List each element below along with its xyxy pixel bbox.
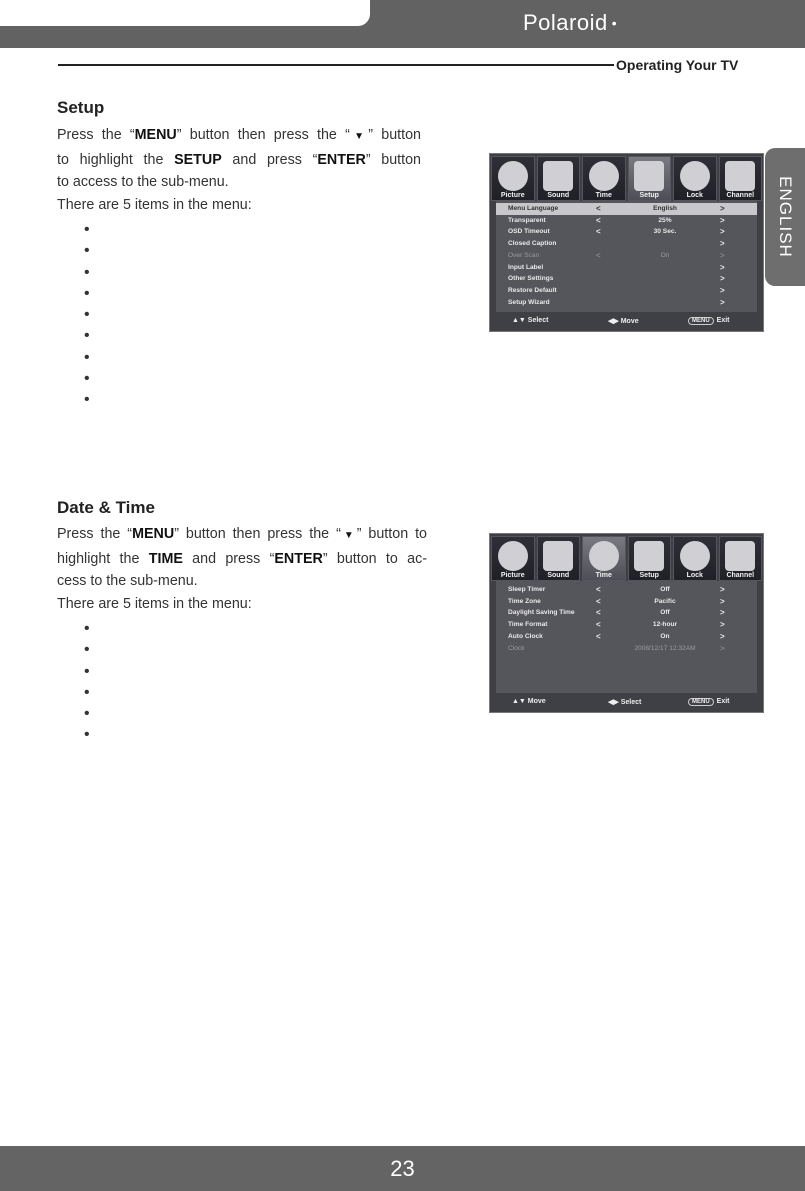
menu-row-label: Setup Wizard (508, 298, 550, 306)
bullet-item: • (84, 620, 90, 637)
right-arrow-icon: > (720, 631, 725, 641)
right-arrow-icon: > (720, 215, 725, 225)
bullet-item: • (84, 662, 90, 680)
left-arrow-icon: < (596, 620, 601, 630)
bullet-item: • (84, 705, 90, 723)
footer-hint-exit: MENU Exit (688, 317, 730, 325)
menu-row-label: Menu Language (508, 205, 559, 212)
bullet-item: • (84, 348, 90, 366)
menu-row-value: 12-hour (652, 621, 678, 629)
menu-tab-setup (628, 536, 672, 581)
footer-hint-1: ▲▼ Move (512, 698, 546, 705)
language-tab: ENGLISH (765, 148, 805, 286)
right-arrow-icon: > (720, 262, 725, 272)
footer-hint-2: ◀▶ Select (608, 699, 642, 706)
left-arrow-icon: < (596, 631, 601, 641)
section-title: Operating Your TV (616, 57, 739, 73)
menu-row-label: Clock (508, 644, 525, 652)
bullet-item: • (84, 263, 90, 281)
datetime-line-4: There are 5 items in the menu: (57, 595, 252, 612)
sound-icon (543, 541, 573, 571)
time-icon (589, 541, 619, 571)
setup-paragraph (57, 124, 421, 216)
menu-tab-time (582, 156, 626, 201)
header-tab (0, 0, 370, 26)
menu-row-value: 25% (658, 216, 672, 224)
menu-row (496, 203, 757, 215)
setup-line-4: There are 5 items in the menu: (57, 196, 252, 213)
menu-tab-bar (490, 534, 763, 581)
menu-row-label: Time Format (508, 621, 548, 629)
menu-tab-label: Sound (547, 572, 570, 579)
menu-row (496, 596, 757, 608)
bullet-item: • (84, 391, 90, 409)
right-arrow-icon: > (720, 274, 725, 284)
menu-tab-time (582, 536, 626, 581)
datetime-heading: Date & Time (57, 498, 155, 517)
menu-tab-label: Setup (639, 572, 659, 579)
right-arrow-icon: > (720, 643, 725, 653)
menu-row (496, 643, 757, 655)
menu-row-value: Pacific (654, 597, 676, 605)
datetime-line-2: highlight the TIME and press “ENTER” button to ac- (57, 550, 428, 567)
right-arrow-icon: > (720, 285, 725, 295)
setup-heading: Setup (57, 98, 105, 117)
menu-row-label: Over Scan (508, 251, 540, 259)
setup-bullet-list (84, 219, 90, 411)
menu-row (496, 238, 757, 250)
datetime-paragraph (57, 523, 427, 615)
bullet-item: • (84, 726, 90, 744)
setup-line-3: to access to the sub-menu. (57, 174, 229, 190)
menu-tab-label: Sound (547, 192, 570, 199)
bullet-item: • (84, 370, 90, 388)
menu-tab-picture (491, 156, 535, 201)
left-arrow-icon: < (596, 596, 601, 606)
menu-row (496, 226, 757, 238)
right-arrow-icon: > (720, 585, 725, 594)
lock-icon (680, 161, 710, 191)
menu-row-label: Time Zone (508, 597, 541, 605)
header-rule (58, 64, 614, 66)
menu-row-value: Off (660, 586, 670, 593)
left-arrow-icon: < (596, 227, 601, 237)
footer-bar (0, 1146, 805, 1191)
bullet-item: • (84, 221, 90, 238)
setup-menu-screenshot (489, 153, 764, 332)
menu-tab-sound (537, 536, 581, 581)
channel-icon (725, 161, 755, 191)
menu-tab-label: Setup (639, 192, 659, 199)
menu-footer (490, 312, 763, 331)
footer-hint-2: ◀▶ Move (608, 318, 639, 325)
menu-row-label: Auto Clock (508, 632, 543, 640)
header-bar (0, 0, 805, 48)
menu-tab-label: Lock (686, 192, 703, 199)
page-number: 23 (390, 1156, 415, 1181)
menu-row-value: Off (660, 609, 670, 617)
menu-row-label: Other Settings (508, 275, 554, 283)
left-arrow-icon: < (596, 585, 601, 594)
time-menu-screenshot (489, 533, 764, 713)
left-arrow-icon: < (596, 204, 601, 213)
right-arrow-icon: > (720, 250, 725, 260)
menu-tab-picture (491, 536, 535, 581)
menu-row-value: 30 Sec. (653, 228, 677, 236)
menu-tab-label: Channel (726, 572, 755, 579)
datetime-line-1: Press the “MENU” button then press the “▼” button to (57, 526, 428, 542)
menu-row (496, 619, 757, 631)
bullet-item: • (84, 242, 90, 260)
menu-tab-channel (719, 156, 763, 201)
menu-tab-label: Time (595, 192, 612, 199)
right-arrow-icon: > (720, 596, 725, 606)
menu-tab-lock (673, 536, 717, 581)
menu-tab-lock (673, 156, 717, 201)
setup-icon (634, 161, 664, 191)
datetime-bullet-list (84, 618, 90, 746)
footer-hint-1: ▲▼ Select (512, 317, 549, 324)
setup-line-2: to highlight the SETUP and press “ENTER” button (57, 151, 421, 168)
menu-tab-label: Channel (726, 192, 755, 199)
menu-row (496, 297, 757, 309)
bullet-item: • (84, 683, 90, 701)
right-arrow-icon: > (720, 620, 725, 630)
menu-row-label: Restore Default (508, 286, 557, 294)
right-arrow-icon: > (720, 227, 725, 237)
menu-row (496, 607, 757, 619)
menu-row (496, 215, 757, 227)
menu-row (496, 273, 757, 285)
channel-icon (725, 541, 755, 571)
left-arrow-icon: < (596, 250, 601, 260)
menu-body (496, 581, 757, 693)
bullet-item: • (84, 327, 90, 345)
menu-row (496, 250, 757, 262)
bullet-item: • (84, 641, 90, 659)
menu-row-label: Input Label (508, 263, 544, 271)
left-arrow-icon: < (596, 608, 601, 618)
right-arrow-icon: > (720, 297, 725, 307)
menu-tab-bar (490, 154, 763, 201)
menu-row (496, 285, 757, 297)
setup-icon (634, 541, 664, 571)
right-arrow-icon: > (720, 239, 725, 249)
right-arrow-icon: > (720, 608, 725, 618)
menu-tab-sound (537, 156, 581, 201)
menu-row-value: 2008/12/17 12:32AM (634, 644, 696, 652)
menu-row-label: Daylight Saving Time (508, 609, 575, 617)
sound-icon (543, 161, 573, 191)
menu-row-label: OSD Timeout (508, 228, 550, 236)
menu-key-icon: MENU (688, 698, 714, 706)
menu-footer (490, 693, 763, 712)
menu-row-label: Transparent (508, 216, 546, 224)
menu-row-value: On (660, 632, 670, 640)
menu-tab-setup (628, 156, 672, 201)
menu-row-value: English (653, 205, 677, 212)
time-icon (589, 161, 619, 191)
menu-tab-label: Time (595, 572, 612, 579)
setup-line-1: Press the “MENU” button then press the “▼” button (57, 127, 422, 143)
bullet-item: • (84, 284, 90, 302)
datetime-line-3: cess to the sub-menu. (57, 573, 198, 589)
right-arrow-icon: > (720, 204, 725, 213)
menu-tab-label: Picture (500, 192, 525, 199)
menu-body (496, 201, 757, 312)
brand-logo: Polaroid • (523, 10, 618, 35)
menu-row-label: Closed Caption (508, 240, 557, 248)
menu-tab-label: Lock (686, 572, 703, 579)
menu-row (496, 262, 757, 274)
left-arrow-icon: < (596, 215, 601, 225)
menu-row-value: On (660, 251, 670, 259)
picture-icon (498, 161, 528, 191)
lock-icon (680, 541, 710, 571)
menu-key-icon: MENU (688, 317, 714, 325)
picture-icon (498, 541, 528, 571)
footer-hint-exit: MENU Exit (688, 698, 730, 706)
menu-tab-label: Picture (500, 572, 525, 579)
menu-row (496, 584, 757, 596)
menu-row-label: Sleep Timer (508, 586, 546, 593)
menu-row (496, 631, 757, 643)
menu-tab-channel (719, 536, 763, 581)
bullet-item: • (84, 306, 90, 324)
